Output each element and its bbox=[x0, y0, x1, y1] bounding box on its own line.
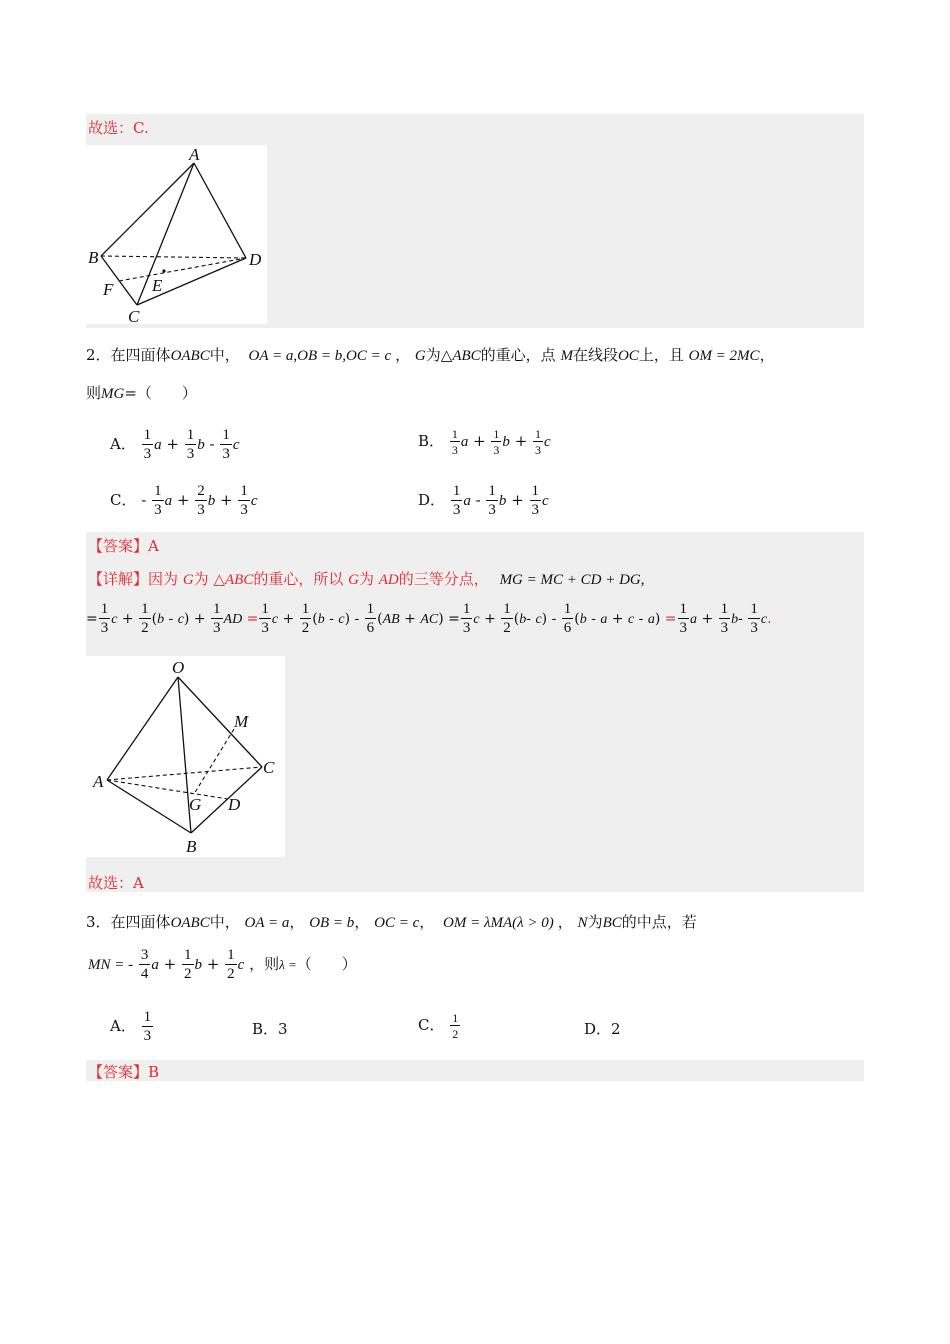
q2-stem-line2: 则MG=（ ） bbox=[86, 384, 197, 402]
q1-solution-block bbox=[86, 114, 864, 328]
q2-detail-line1: 【详解】因为 G为 △ABC的重心，所以 G为 AD的三等分点， MG = MC + CD + DG, bbox=[88, 570, 645, 588]
q2-detail-line2: = $\frac{1}{3}$ c + $\frac{1}{2}$ (b - c) + $\frac{1}{3}$ AD = $\frac{1}{3}$ c + $\frac{1}{2}$ (b - c) - $\frac{1}{6}$ (AB + AC) = $\frac{1}{3}$ c + $\frac{1}{2}$ (b- c) - $\frac{1}{6}$ (b - a + c - a) = $\frac{1}{3}$ a + $\frac{1}{3}$ b- $\frac{1}{3}$ c. bbox=[86, 601, 772, 636]
q3-stem-line2: MN = - $\frac{3}{4}$ a + $\frac{1}{2}$ b + $\frac{1}{2}$ c ，则λ =（ ） bbox=[88, 947, 357, 982]
q2-option-a[interactable]: A． $\frac{1}{3}$ a + $\frac{1}{3}$ b - $\frac{1}{3}$ c bbox=[110, 427, 240, 462]
q3-solution-block bbox=[86, 1060, 864, 1081]
q3-option-a[interactable]: A． $\frac{1}{3}$ bbox=[110, 1009, 152, 1044]
label-e: E bbox=[152, 276, 163, 295]
q3-option-d[interactable]: D．2 bbox=[584, 1020, 621, 1038]
q3-stem-line1: 3．在四面体OABC中， OA = a， OB = b， OC = c， OM = λMA(λ > 0) ， N为BC的中点，若 bbox=[86, 913, 697, 931]
figure-tetrahedron-oabc bbox=[86, 656, 285, 857]
q3-option-c[interactable]: C． $\frac{1}{2}$ bbox=[418, 1011, 459, 1041]
label-d: D bbox=[249, 250, 262, 269]
label-c: C bbox=[263, 758, 275, 777]
label-b: B bbox=[88, 248, 99, 267]
q2-condition: OA = a,OB = b,OC = c bbox=[248, 348, 392, 364]
q2-conclusion: 故选：A bbox=[88, 874, 144, 892]
label-f: F bbox=[103, 280, 114, 299]
label-m: M bbox=[234, 712, 249, 731]
q1-conclusion: 故选：C. bbox=[88, 119, 149, 137]
q2-answer: 【答案】A bbox=[88, 537, 159, 555]
label-a: A bbox=[189, 145, 200, 164]
label-a: A bbox=[93, 772, 104, 791]
q2-stem-line1: 2．在四面体OABC中， OA = a,OB = b,OC = c ， G为△ABC的重心，点 M在线段OC上，且 OM = 2MC， bbox=[86, 346, 775, 364]
q3-answer: 【答案】B bbox=[88, 1063, 160, 1081]
label-b: B bbox=[186, 837, 197, 856]
label-o: O bbox=[172, 658, 185, 677]
q2-option-d[interactable]: D． $\frac{1}{3}$ a - $\frac{1}{3}$ b + $\frac{1}{3}$ c bbox=[418, 483, 549, 518]
figure-tetrahedron-abcd bbox=[86, 145, 267, 324]
label-g: G bbox=[189, 795, 202, 814]
label-c: C bbox=[128, 307, 140, 324]
q3-option-b[interactable]: B．3 bbox=[252, 1020, 288, 1038]
q2-solution-block bbox=[86, 532, 864, 892]
q2-option-c[interactable]: C． - $\frac{1}{3}$ a + $\frac{2}{3}$ b + $\frac{1}{3}$ c bbox=[110, 483, 258, 518]
q2-option-b[interactable]: B． $\frac{1}{3}$ a + $\frac{1}{3}$ b + $\frac{1}{3}$ c bbox=[418, 427, 551, 457]
label-d: D bbox=[228, 795, 241, 814]
